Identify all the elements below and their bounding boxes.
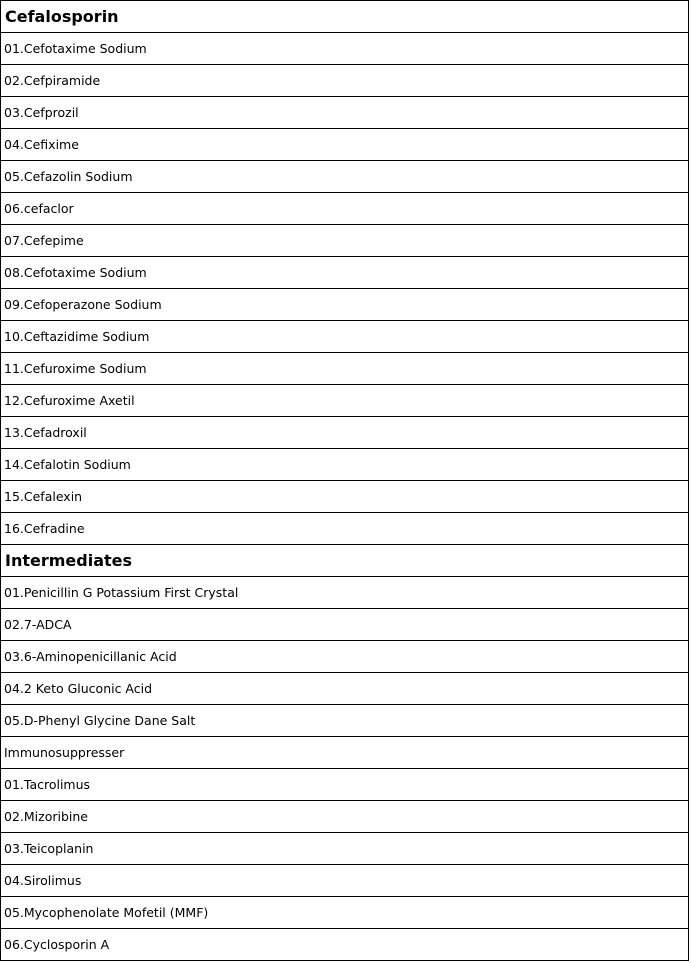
table-row xyxy=(1,33,689,65)
table-row xyxy=(1,513,689,545)
section-header-row xyxy=(1,737,689,769)
product-item: 05.D-Phenyl Glycine Dane Salt xyxy=(1,705,689,737)
product-item: 11.Cefuroxime Sodium xyxy=(1,353,689,385)
table-row xyxy=(1,833,689,865)
product-item: 14.Cefalotin Sodium xyxy=(1,449,689,481)
product-item: 13.Cefadroxil xyxy=(1,417,689,449)
product-item: 16.Cefradine xyxy=(1,513,689,545)
product-item: 04.Cefixime xyxy=(1,129,689,161)
product-item: 08.Cefotaxime Sodium xyxy=(1,257,689,289)
product-item: 03.Teicoplanin xyxy=(1,833,689,865)
product-item: 07.Cefepime xyxy=(1,225,689,257)
table-row xyxy=(1,385,689,417)
product-item: 01.Cefotaxime Sodium xyxy=(1,33,689,65)
table-row xyxy=(1,193,689,225)
section-title: Immunosuppresser xyxy=(1,737,689,769)
table-row xyxy=(1,577,689,609)
section-header-row xyxy=(1,545,689,577)
section-title: Cefalosporin xyxy=(1,1,689,33)
table-row xyxy=(1,225,689,257)
table-row xyxy=(1,257,689,289)
table-row xyxy=(1,769,689,801)
product-item: 09.Cefoperazone Sodium xyxy=(1,289,689,321)
table-row xyxy=(1,417,689,449)
product-item: 12.Cefuroxime Axetil xyxy=(1,385,689,417)
product-item: 06.Cyclosporin A xyxy=(1,929,689,961)
table-row xyxy=(1,801,689,833)
table-row xyxy=(1,481,689,513)
product-item: 01.Penicillin G Potassium First Crystal xyxy=(1,577,689,609)
product-item: 01.Tacrolimus xyxy=(1,769,689,801)
table-row xyxy=(1,97,689,129)
table-row xyxy=(1,673,689,705)
table-row xyxy=(1,65,689,97)
table-row xyxy=(1,161,689,193)
table-row xyxy=(1,929,689,961)
table-row xyxy=(1,129,689,161)
product-item: 02.7-ADCA xyxy=(1,609,689,641)
product-item: 03.6-Aminopenicillanic Acid xyxy=(1,641,689,673)
table-row xyxy=(1,641,689,673)
product-item: 05.Mycophenolate Mofetil (MMF) xyxy=(1,897,689,929)
table-row xyxy=(1,897,689,929)
section-header-row xyxy=(1,1,689,33)
table-row xyxy=(1,289,689,321)
product-item: 03.Cefprozil xyxy=(1,97,689,129)
section-title: Intermediates xyxy=(1,545,689,577)
table-row xyxy=(1,609,689,641)
table-row xyxy=(1,321,689,353)
table-row xyxy=(1,353,689,385)
table-row xyxy=(1,705,689,737)
product-item: 10.Ceftazidime Sodium xyxy=(1,321,689,353)
table-row xyxy=(1,865,689,897)
product-item: 04.2 Keto Gluconic Acid xyxy=(1,673,689,705)
product-item: 04.Sirolimus xyxy=(1,865,689,897)
product-item: 06.cefaclor xyxy=(1,193,689,225)
product-item: 02.Cefpiramide xyxy=(1,65,689,97)
product-item: 15.Cefalexin xyxy=(1,481,689,513)
product-item: 02.Mizoribine xyxy=(1,801,689,833)
product-item: 05.Cefazolin Sodium xyxy=(1,161,689,193)
table-row xyxy=(1,449,689,481)
